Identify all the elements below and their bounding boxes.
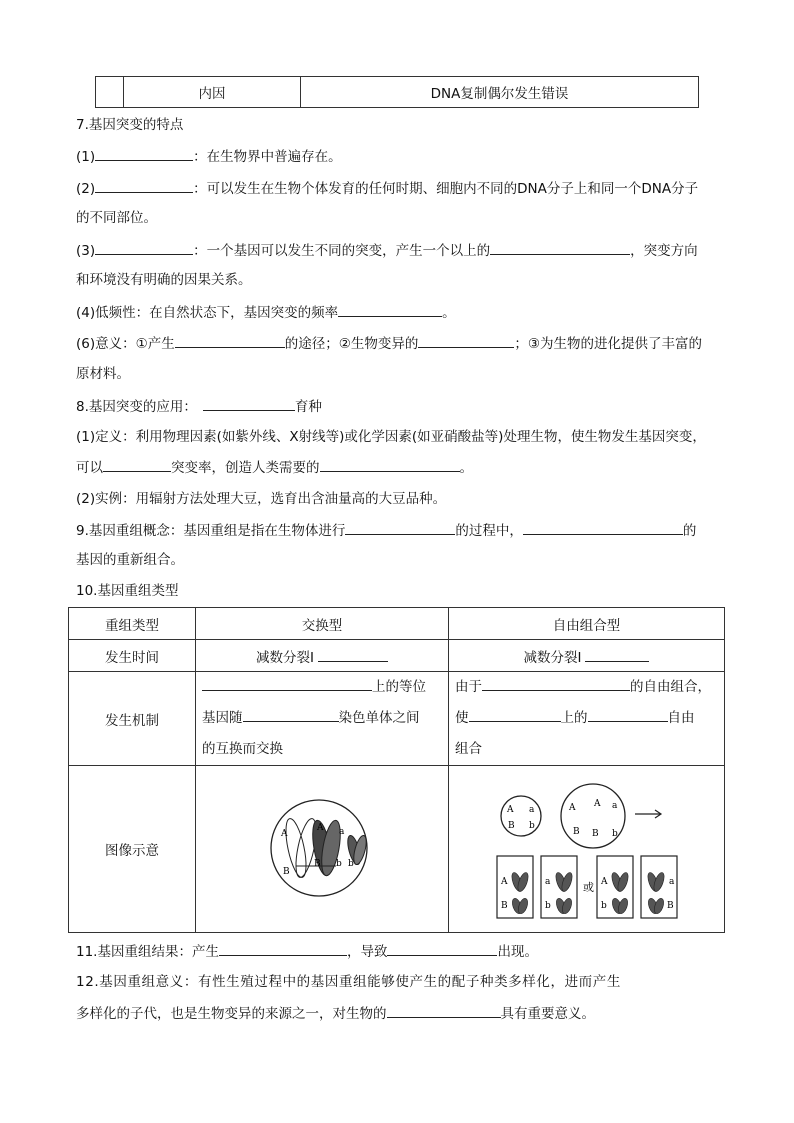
gene-a: a bbox=[339, 827, 345, 837]
item1-num: (1) bbox=[76, 149, 96, 165]
section9-text-b: 的过程中， bbox=[455, 523, 523, 539]
section8-def: (1)定义：利用物理因素(如紫外线、X射线等)或化学因素(如亚硝酸盐等)处理生物，使生物发生基因突变， bbox=[76, 429, 706, 445]
time-crossover bbox=[196, 640, 449, 672]
gene-a: a bbox=[669, 877, 675, 887]
blank-frequency[interactable] bbox=[338, 302, 442, 317]
item6-text-a: (6)意义：①产生 bbox=[76, 336, 175, 352]
section7-item6 bbox=[76, 333, 702, 354]
section7-item2 bbox=[76, 178, 698, 199]
blank-universality[interactable] bbox=[95, 146, 193, 161]
mech-free-l2c: 自由 bbox=[667, 710, 695, 726]
gene-B: B bbox=[592, 829, 599, 839]
division-arrow bbox=[635, 810, 661, 818]
blank-new-genotypes[interactable] bbox=[219, 941, 347, 956]
blank-nonallelic-genes[interactable] bbox=[588, 707, 668, 722]
item3-num: (3) bbox=[76, 243, 96, 259]
gene-b: b bbox=[529, 821, 535, 831]
def-cont-a: 可以 bbox=[76, 460, 103, 476]
free-combination-diagram bbox=[449, 766, 724, 932]
gene-A: A bbox=[594, 799, 601, 809]
img-free-cell bbox=[449, 766, 725, 933]
top-table-value: DNA复制偶尔发生错误 bbox=[301, 77, 699, 108]
gene-b: b bbox=[348, 859, 354, 869]
def-cont-b: 突变率，创造人类需要的 bbox=[171, 460, 320, 476]
section8-title-a: 8.基因突变的应用： bbox=[76, 399, 197, 415]
blank-homologous-pair[interactable] bbox=[202, 676, 372, 691]
section11-text-a: 11.基因重组结果：产生 bbox=[76, 944, 219, 960]
blank-time-crossover[interactable] bbox=[318, 647, 388, 662]
blank-new-phenotypes[interactable] bbox=[387, 941, 497, 956]
or-label: 或 bbox=[583, 881, 594, 894]
gene-a: a bbox=[529, 805, 535, 815]
gene-A: A bbox=[501, 877, 508, 887]
blank-time-free[interactable] bbox=[585, 647, 649, 662]
mech-label: 发生机制 bbox=[69, 672, 196, 766]
gene-b: b bbox=[601, 901, 607, 911]
mech-free-l1b: 的自由组合， bbox=[630, 679, 711, 695]
section8-title-b: 育种 bbox=[294, 399, 322, 415]
gene-a: a bbox=[545, 877, 551, 887]
img-crossover-cell bbox=[196, 766, 449, 933]
section9-text-a: 9.基因重组概念：基因重组是指在生物体进行 bbox=[76, 523, 346, 539]
mech-crossover bbox=[196, 672, 449, 766]
blank-mutation-breeding[interactable] bbox=[203, 396, 295, 411]
section9 bbox=[76, 520, 696, 541]
gene-b: b bbox=[545, 901, 551, 911]
gene-B: B bbox=[667, 901, 674, 911]
section7-title: 7.基因突变的特点 bbox=[76, 117, 184, 133]
item3-text-b: ，突变方向 bbox=[630, 243, 698, 259]
section11-text-b: ，导致 bbox=[346, 944, 388, 960]
mech-cross-l3: 的互换而交换 bbox=[202, 741, 283, 757]
section7-item4 bbox=[76, 302, 456, 323]
def-cont-c: 。 bbox=[459, 460, 473, 476]
section8-title bbox=[76, 396, 322, 417]
gene-A: A bbox=[601, 877, 608, 887]
section7-item3 bbox=[76, 240, 698, 261]
img-label: 图像示意 bbox=[69, 766, 196, 933]
section9-text-c: 的 bbox=[682, 523, 697, 539]
item6-text-c: ；③为生物的进化提供了丰富的 bbox=[514, 336, 702, 352]
section12-cont bbox=[76, 1003, 595, 1024]
section8-example: (2)实例：用辐射方法处理大豆，选育出含油量高的大豆品种。 bbox=[76, 491, 447, 507]
crossover-diagram bbox=[196, 766, 448, 932]
blank-source[interactable] bbox=[418, 333, 514, 348]
time-free bbox=[449, 640, 725, 672]
blank-randomness[interactable] bbox=[95, 178, 193, 193]
item6-text-b: 的途径；②生物变异的 bbox=[284, 336, 419, 352]
gene-a: a bbox=[612, 801, 618, 811]
section11 bbox=[76, 941, 538, 962]
gene-B: B bbox=[501, 901, 508, 911]
mech-free-l2b: 上的 bbox=[560, 710, 588, 726]
mech-free-l2a: 使 bbox=[455, 710, 469, 726]
mech-cross-l1: 上的等位 bbox=[372, 679, 426, 695]
top-table-empty-cell bbox=[96, 77, 124, 108]
mech-cross-l2b: 染色单体之间 bbox=[338, 710, 420, 726]
blank-nonhomologous[interactable] bbox=[469, 707, 561, 722]
item2-num: (2) bbox=[76, 181, 96, 197]
small-cell bbox=[501, 796, 541, 836]
blank-non-sister[interactable] bbox=[243, 707, 339, 722]
blank-alleles[interactable] bbox=[490, 240, 630, 255]
gene-A: A bbox=[281, 829, 288, 839]
section9-cont: 基因的重新组合。 bbox=[76, 552, 184, 568]
blank-nonhomologous-chromosomes[interactable] bbox=[482, 676, 630, 691]
gene-A: A bbox=[507, 805, 514, 815]
item1-text: ：在生物界中普遍存在。 bbox=[193, 149, 342, 165]
top-table bbox=[95, 76, 699, 108]
gene-A: A bbox=[317, 823, 324, 833]
section8-def-cont bbox=[76, 457, 473, 478]
item3-text-a: ：一个基因可以发生不同的突变，产生一个以上的 bbox=[193, 243, 491, 259]
section11-text-c: 出现。 bbox=[497, 944, 538, 960]
item4-text: (4)低频性：在自然状态下，基因突变的频率 bbox=[76, 305, 339, 321]
section7-item2-cont: 的不同部位。 bbox=[76, 210, 157, 226]
header-type: 重组类型 bbox=[69, 608, 196, 640]
item2-text: ：可以发生在生物个体发育的任何时期、细胞内不同的DNA分子上和同一个DNA分子 bbox=[193, 181, 699, 197]
gene-B: B bbox=[283, 867, 290, 877]
section12-cont-a: 多样化的子代，也是生物变异的来源之一，对生物的 bbox=[76, 1006, 387, 1022]
mech-free-l1a: 由于 bbox=[455, 679, 482, 695]
section12-cont-b: 具有重要意义。 bbox=[500, 1006, 595, 1022]
gene-A: A bbox=[569, 803, 576, 813]
gene-B: B bbox=[508, 821, 515, 831]
mech-free bbox=[449, 672, 725, 766]
gene-b: b bbox=[612, 829, 618, 839]
top-table-label: 内因 bbox=[124, 77, 301, 108]
section12: 12.基因重组意义：有性生殖过程中的基因重组能够使产生的配子种类多样化，进而产生 bbox=[76, 974, 621, 990]
time-label: 发生时间 bbox=[69, 640, 196, 672]
mech-cross-l2a: 基因随 bbox=[202, 710, 243, 726]
recombination-table bbox=[68, 607, 725, 933]
blank-control-traits[interactable] bbox=[523, 520, 683, 535]
blank-non-directionality[interactable] bbox=[95, 240, 193, 255]
blank-new-genes[interactable] bbox=[175, 333, 285, 348]
time-crossover-text: 减数分裂Ⅰ bbox=[256, 649, 314, 666]
gene-B: B bbox=[314, 859, 321, 869]
mech-free-l3: 组合 bbox=[455, 741, 482, 757]
section10-title: 10.基因重组类型 bbox=[76, 583, 179, 599]
blank-variety[interactable] bbox=[320, 457, 460, 472]
section7-item3-cont: 和环境没有明确的因果关系。 bbox=[76, 272, 252, 288]
blank-increase[interactable] bbox=[103, 457, 171, 472]
header-crossover: 交换型 bbox=[196, 608, 449, 640]
blank-sexual-reproduction[interactable] bbox=[345, 520, 455, 535]
section7-item1 bbox=[76, 146, 342, 167]
header-free-combination: 自由组合型 bbox=[449, 608, 725, 640]
gene-B: B bbox=[573, 827, 580, 837]
section7-item6-cont: 原材料。 bbox=[76, 366, 130, 382]
item4-end: 。 bbox=[442, 305, 456, 321]
blank-evolution[interactable] bbox=[387, 1003, 501, 1018]
time-free-text: 减数分裂Ⅰ bbox=[523, 649, 582, 666]
gene-b: b bbox=[336, 859, 342, 869]
